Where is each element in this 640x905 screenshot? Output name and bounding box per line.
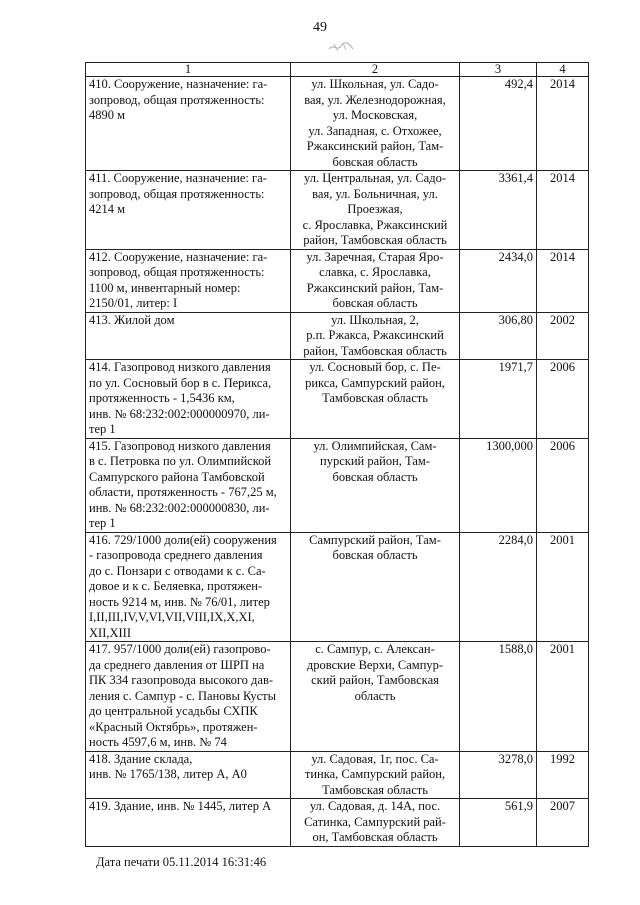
print-date: Дата печати 05.11.2014 16:31:46 xyxy=(96,855,267,869)
object-name-cell: 412. Сооружение, назначение: га- зопровод, общая протяженность: 1100 м, инвентарный номер: 2150/01, литер: I xyxy=(86,249,291,312)
value-cell: 1300,000 xyxy=(460,438,537,532)
stamp-mark xyxy=(326,40,356,54)
object-name-cell: 419. Здание, инв. № 1445, литер А xyxy=(86,799,291,847)
address-cell: ул. Школьная, ул. Садо- вая, ул. Железнодорожная, ул. Московская, ул. Западная, с. Отхожее, Ржаксинский район, Там- бовская область xyxy=(291,77,460,171)
object-name-cell: 417. 957/1000 доли(ей) газопрово- да среднего давления от ШРП на ПК 334 газопровода высокого дав- ления с. Сампур - с. Пановы Кусты до центральной усадьбы СХПК «Красный Октябрь», протяжен- ность 4597,6 м, инв. № 74 xyxy=(86,642,291,752)
value-cell: 3361,4 xyxy=(460,171,537,250)
object-name-cell: 418. Здание склада, инв. № 1765/138, литер А, А0 xyxy=(86,751,291,799)
table-row xyxy=(86,360,589,439)
object-name-cell: 415. Газопровод низкого давления в с. Петровка по ул. Олимпийской Сампурского района Тамбовской области, протяженность - 767,25 м, инв. № 68:232:002:000000830, ли- тер 1 xyxy=(86,438,291,532)
value-cell: 3278,0 xyxy=(460,751,537,799)
value-cell: 492,4 xyxy=(460,77,537,171)
column-header: 4 xyxy=(537,63,589,77)
value-cell: 306,80 xyxy=(460,312,537,360)
table-row xyxy=(86,438,589,532)
year-cell: 2014 xyxy=(537,77,589,171)
address-cell: ул. Школьная, 2, р.п. Ржакса, Ржаксинский район, Тамбовская область xyxy=(291,312,460,360)
address-cell: ул. Садовая, д. 14А, пос. Сатинка, Сампурский рай- он, Тамбовская область xyxy=(291,799,460,847)
object-name-cell: 411. Сооружение, назначение: га- зопровод, общая протяженность: 4214 м xyxy=(86,171,291,250)
year-cell: 2001 xyxy=(537,532,589,642)
table-row xyxy=(86,799,589,847)
table-body xyxy=(86,77,589,847)
table-header-row xyxy=(86,63,589,77)
table-row xyxy=(86,312,589,360)
object-name-cell: 410. Сооружение, назначение: га- зопровод, общая протяженность: 4890 м xyxy=(86,77,291,171)
year-cell: 1992 xyxy=(537,751,589,799)
table-row xyxy=(86,642,589,752)
address-cell: ул. Сосновый бор, с. Пе- рикса, Сампурский район, Тамбовская область xyxy=(291,360,460,439)
year-cell: 2002 xyxy=(537,312,589,360)
column-header: 2 xyxy=(291,63,460,77)
address-cell: ул. Садовая, 1г, пос. Са- тинка, Сампурский район, Тамбовская область xyxy=(291,751,460,799)
object-name-cell: 413. Жилой дом xyxy=(86,312,291,360)
table-row xyxy=(86,751,589,799)
table-row xyxy=(86,532,589,642)
object-name-cell: 416. 729/1000 доли(ей) сооружения - газопровода среднего давления до с. Понзари с отводами к с. Са- довое и к с. Беляевка, протяжен- ность 9214 м, инв. № 76/01, литер I,II,III,IV,V,VI,VII,VIII,IX,X,XI, XII,XIII xyxy=(86,532,291,642)
value-cell: 1971,7 xyxy=(460,360,537,439)
table-row xyxy=(86,171,589,250)
year-cell: 2001 xyxy=(537,642,589,752)
address-cell: ул. Центральная, ул. Садо- вая, ул. Больничная, ул. Проезжая, с. Ярославка, Ржаксинский район, Тамбовская область xyxy=(291,171,460,250)
column-header: 3 xyxy=(460,63,537,77)
year-cell: 2014 xyxy=(537,171,589,250)
address-cell: ул. Олимпийская, Сам- пурский район, Там- бовская область xyxy=(291,438,460,532)
object-name-cell: 414. Газопровод низкого давления по ул. Сосновый бор в с. Перикса, протяженность - 1,5436 км, инв. № 68:232:002:000000970, ли- тер 1 xyxy=(86,360,291,439)
value-cell: 2284,0 xyxy=(460,532,537,642)
value-cell: 561,9 xyxy=(460,799,537,847)
value-cell: 2434,0 xyxy=(460,249,537,312)
column-header: 1 xyxy=(86,63,291,77)
table-row xyxy=(86,249,589,312)
year-cell: 2006 xyxy=(537,438,589,532)
page-number: 49 xyxy=(313,20,327,35)
address-cell: ул. Заречная, Старая Яро- славка, с. Ярославка, Ржаксинский район, Там- бовская область xyxy=(291,249,460,312)
year-cell: 2014 xyxy=(537,249,589,312)
property-registry-table xyxy=(85,62,589,847)
address-cell: с. Сампур, с. Алексан- дровские Верхи, Сампур- ский район, Тамбовская область xyxy=(291,642,460,752)
value-cell: 1588,0 xyxy=(460,642,537,752)
table-row xyxy=(86,77,589,171)
year-cell: 2006 xyxy=(537,360,589,439)
year-cell: 2007 xyxy=(537,799,589,847)
address-cell: Сампурский район, Там- бовская область xyxy=(291,532,460,642)
